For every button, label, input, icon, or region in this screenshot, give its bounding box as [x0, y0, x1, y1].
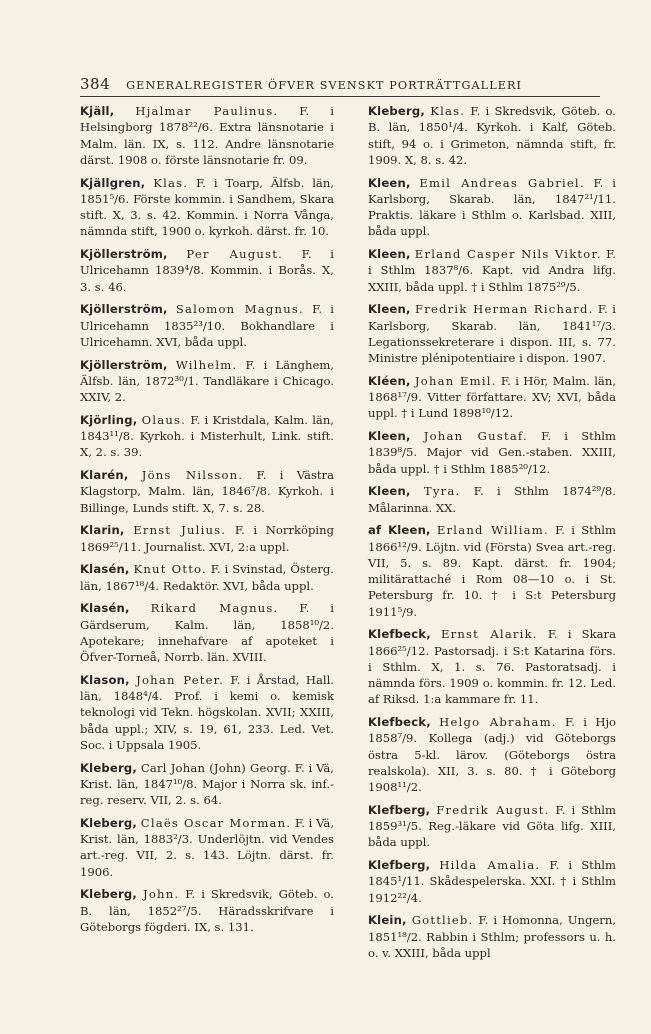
- entry-surname: Klefbeck,: [368, 627, 431, 642]
- entry-surname: Klefbeck,: [368, 715, 431, 729]
- entry-given-names: Hjalmar Paulinus.: [135, 104, 279, 118]
- entry-surname: Kleen,: [368, 247, 411, 261]
- entry-surname: Kleberg,: [80, 815, 138, 830]
- entry-given-names: Johan Peter.: [136, 672, 225, 687]
- entry-surname: Klarin,: [80, 523, 125, 538]
- entry-details: F. i Vä, Krist. län, 1883²/3. Underlöjtn. vid Vendes art.-reg. VII, 2. s. 143. Löjtn. därst. fr. 1906.: [80, 815, 334, 879]
- entry-given-names: Tyra.: [423, 484, 461, 499]
- register-entry: [80, 103, 334, 168]
- register-entry: [368, 428, 616, 477]
- register-entry: [368, 301, 616, 366]
- entry-surname: af Kleen,: [368, 523, 431, 538]
- entry-given-names: Salomon Magnus.: [175, 302, 304, 317]
- entry-details: F. i Vä, Krist. län, 1847¹⁰/8. Major i Norra sk. inf.-reg. reserv. VII, 2. s. 64.: [80, 760, 334, 807]
- page-header: [80, 75, 600, 97]
- entry-details: F. i Helsingborg 1878²²/6. Extra länsnotarie i Malm. län. IX, s. 112. Andre länsnotarie därst. 1908 o. förste länsnotarie fr. 09.: [80, 104, 334, 167]
- register-entry: [368, 522, 616, 620]
- entry-details: F. i Svinstad, Österg. län, 1867¹⁸/4. Redaktör. XVI, båda uppl.: [80, 562, 334, 593]
- entry-surname: Klasén,: [80, 562, 130, 577]
- entry-given-names: Wilhelm.: [175, 357, 238, 372]
- entry-details: F. i Toarp, Älfsb. län, 1851⁵/6. Förste kommin. i Sandhem, Skara stift. X, 3. s. 42. Kommin. i Norra Vånga, nämnda stift, 1900 o. kyrkoh. därst. fr. 10.: [80, 175, 334, 239]
- entry-given-names: Knut Otto.: [133, 562, 207, 577]
- entry-surname: Kjöllerström,: [80, 357, 168, 372]
- entry-given-names: Erland William.: [436, 523, 549, 538]
- entry-details: F. i Sthlm 1866¹²/9. Löjtn. vid (Första) Svea art.-reg. VII, 5. s. 89. Kapt. därst. fr. 1904; militärattaché i Rom 08—10 o. i St. Petersburg fr. 10. † i S:t Petersburg 1911⁵/9.: [368, 523, 616, 619]
- register-entry: [80, 412, 334, 461]
- entry-surname: Klefberg,: [368, 802, 431, 817]
- entry-details: F. i Sthlm 1839⁸/5. Major vid Gen.-staben. XXIII, båda uppl. † i Sthlm 1885²⁰/12.: [368, 429, 616, 476]
- entry-surname: Klein,: [368, 913, 407, 928]
- entry-given-names: John.: [143, 887, 180, 902]
- entry-given-names: Ernst Julius.: [133, 523, 227, 538]
- entry-surname: Kleberg,: [368, 104, 426, 118]
- entry-given-names: Per August.: [186, 247, 283, 261]
- entry-surname: Klason,: [80, 672, 130, 687]
- entry-details: F. i Norrköping 1869²⁵/11. Journalist. XVI, 2:a uppl.: [80, 523, 335, 554]
- entry-given-names: Klas.: [153, 175, 189, 190]
- entry-surname: Klasén,: [80, 601, 130, 616]
- entry-surname: Klefberg,: [368, 858, 431, 872]
- register-entry: [368, 912, 616, 961]
- entry-given-names: Ernst Alarik.: [440, 627, 538, 642]
- entry-details: F. i Sthlm 1837⁸/6. Kapt. vid Andra lifg. XXIII, båda uppl. † i Sthlm 1875²⁹/5.: [368, 247, 616, 294]
- register-entry: [368, 857, 616, 906]
- entry-details: F. i Sthlm 1845¹/11. Skådespelerska. XXI. † i Sthlm 1912²²/4.: [368, 858, 617, 905]
- register-entry: [80, 561, 334, 594]
- entry-surname: Kjäll,: [80, 104, 115, 118]
- entry-details: F. i Karlsborg, Skarab. län, 1841¹⁷/3. Legationssekreterare i dispon. III, s. 77. Ministre plénipotentiaire i dispon. 1907.: [368, 302, 616, 365]
- register-entry: [80, 672, 334, 753]
- register-entry: [368, 802, 616, 851]
- entry-given-names: Fredrik August.: [436, 802, 550, 817]
- page-number: 384: [80, 75, 111, 93]
- register-entry: [80, 301, 334, 350]
- entry-details: F. i Ulricehamn 1835²³/10. Bokhandlare i Ulricehamn. XVI, båda uppl.: [80, 302, 334, 349]
- register-entry: [368, 626, 616, 707]
- register-entry: [368, 483, 616, 516]
- entry-given-names: Carl Johan (John) Georg.: [140, 760, 291, 775]
- entry-details: F. i Ulricehamn 1839⁴/8. Kommin. i Borås. X, 3. s. 46.: [80, 247, 335, 294]
- entry-surname: Kjöllerström,: [80, 302, 168, 317]
- entry-given-names: Gottlieb.: [411, 913, 474, 928]
- entry-details: F. i Homonna, Ungern, 1851¹⁸/2. Rabbin i Sthlm; professors u. h. o. v. XXIII, båda uppl: [368, 913, 616, 960]
- entry-details: F. i Sthlm 1874²⁹/8. Målarinna. XX.: [368, 484, 616, 515]
- entry-surname: Kleen,: [368, 175, 411, 190]
- entry-surname: Kjörling,: [80, 412, 138, 427]
- entry-details: F. i Skredsvik, Göteb. o. B. län, 1850¹/4. Kyrkoh. i Kalf, Göteb. stift, 94 o. i Grimeton, nämnda stift, fr. 1909. X, 8. s. 42.: [368, 104, 616, 167]
- entry-given-names: Fredrik Herman Richard.: [415, 302, 594, 317]
- entry-surname: Kjöllerström,: [80, 247, 168, 261]
- entry-surname: Kleen,: [368, 429, 411, 443]
- register-entry: [80, 522, 334, 555]
- register-entry: [80, 175, 334, 240]
- left-column: [80, 103, 334, 942]
- entry-given-names: Jöns Nilsson.: [141, 468, 244, 482]
- running-title: GENERALREGISTER ÖFVER SVENSKT PORTRÄTTGALLERI: [126, 79, 523, 92]
- entry-surname: Kjällgren,: [80, 175, 146, 190]
- register-entry: [80, 467, 334, 516]
- register-entry: [368, 175, 616, 240]
- entry-given-names: Hilda Amalia.: [439, 858, 541, 872]
- entry-given-names: Claës Oscar Morman.: [140, 815, 292, 830]
- entry-surname: Kleen,: [368, 302, 411, 317]
- entry-details: F. i Hör, Malm. län, 1868¹⁷/9. Vitter författare. XV; XVI, båda uppl. † i Lund 1898¹⁰/12.: [368, 373, 617, 421]
- entry-details: F. i Länghem, Älfsb. län, 1872³⁰/1. Tandläkare i Chicago. XXIV, 2.: [80, 357, 334, 404]
- register-entry: [368, 246, 616, 295]
- register-entry: [80, 600, 334, 665]
- entry-given-names: Johan Gustaf.: [423, 429, 528, 443]
- entry-details: F. i Årstad, Hall. län, 1848⁴/4. Prof. i kemi o. kemisk teknologi vid Tekn. högskolan. XVII; XXIII, båda uppl.; XIV, s. 19, 61, 233. Led. Vet. Soc. i Uppsala 1905.: [80, 672, 334, 752]
- entry-surname: Kleberg,: [80, 887, 138, 902]
- entry-details: F. i Gärdserum, Kalm. län, 1858¹⁰/2. Apotekare; innehafvare af apoteket i Öfver-Torneå, Norrb. län. XVIII.: [80, 601, 334, 664]
- entry-given-names: Helgo Abraham.: [439, 715, 557, 729]
- register-entry: [368, 373, 616, 422]
- entry-given-names: Johan Emil.: [414, 373, 497, 388]
- entry-given-names: Olaus.: [141, 412, 187, 427]
- register-entry: [80, 357, 334, 406]
- register-entry: [368, 103, 616, 168]
- entry-details: F. i Skredsvik, Göteb. o. B. län, 1852²⁷/5. Häradsskrifvare i Göteborgs fögderi. IX, s. 131.: [80, 887, 334, 934]
- entry-given-names: Rikard Magnus.: [150, 601, 279, 616]
- entry-given-names: Erland Casper Nils Viktor.: [414, 247, 602, 261]
- entry-details: F. i Sthlm 1859³¹/5. Reg.-läkare vid Göta lifg. XIII, båda uppl.: [368, 802, 616, 850]
- entry-surname: Klarén,: [80, 468, 129, 482]
- register-entry: [80, 886, 334, 935]
- entry-details: F. i Västra Klagstorp, Malm. län, 1846⁷/8. Kyrkoh. i Billinge, Lunds stift. X, 7. s. 28.: [80, 468, 335, 515]
- entry-details: F. i Skara 1866²⁵/12. Pastorsadj. i S:t Katarina förs. i Sthlm. X, 1. s. 76. Pastoratsadj. i nämnda förs. 1909 o. kommin. fr. 12. Led. af Riksd. 1:a kammare fr. 11.: [368, 627, 616, 707]
- register-entry: [80, 815, 334, 880]
- entry-given-names: Klas.: [430, 104, 466, 118]
- entry-details: F. i Kristdala, Kalm. län, 1843¹¹/8. Kyrkoh. i Misterhult, Link. stift. X, 2. s. 39.: [80, 412, 334, 460]
- register-entry: [80, 246, 334, 295]
- entry-surname: Kléen,: [368, 373, 411, 388]
- register-entry: [368, 714, 616, 795]
- register-entry: [80, 760, 334, 809]
- right-column: [368, 103, 616, 968]
- entry-surname: Kleberg,: [80, 760, 138, 775]
- entry-details: F. i Karlsborg, Skarab. län, 1847²¹/11. Praktis. läkare i Sthlm o. Karlsbad. XIII, båda uppl.: [368, 175, 616, 239]
- entry-details: F. i Hjo 1858⁷/9. Kollega (adj.) vid Göteborgs östra 5-kl. lärov. (Göteborgs östra realskola). XII, 3. s. 80. † i Göteborg 1908¹¹/2.: [368, 715, 617, 794]
- entry-surname: Kleen,: [368, 484, 411, 499]
- entry-given-names: Emil Andreas Gabriel.: [419, 175, 585, 190]
